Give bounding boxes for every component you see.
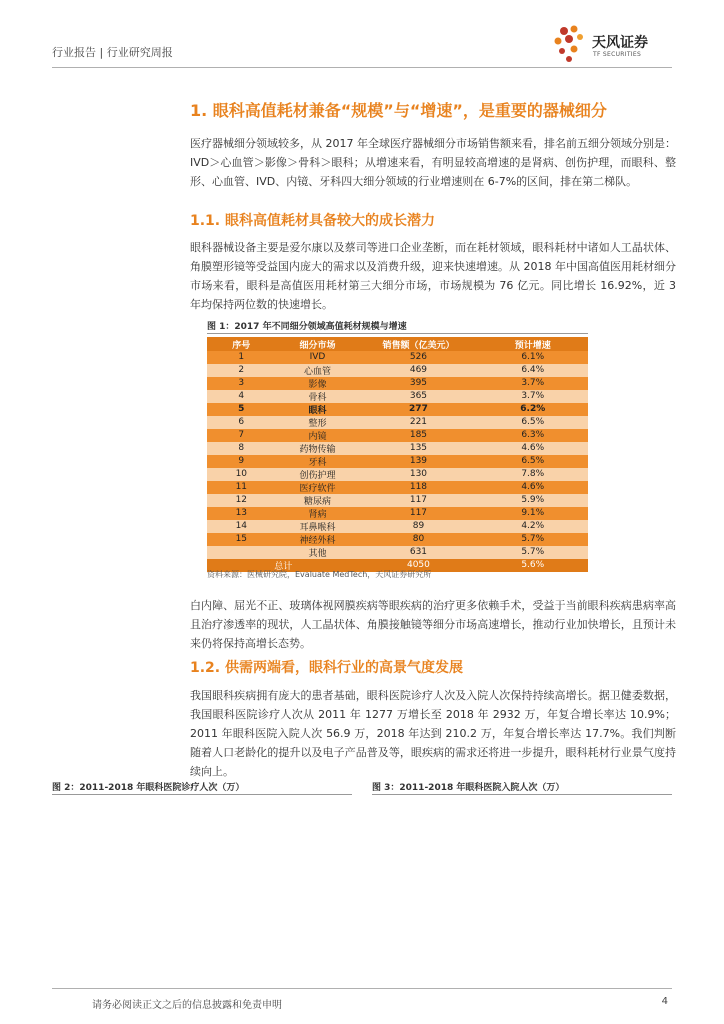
figure-1-source: 资料来源：医械研究院，Evaluate MedTech，天风证券研究所 xyxy=(207,570,432,579)
figure-2-rule xyxy=(52,794,352,795)
table-row xyxy=(207,481,588,494)
table-row xyxy=(207,520,588,533)
page-number: 4 xyxy=(661,996,668,1007)
table-cell-segment: 创伤护理 xyxy=(276,468,360,481)
table-cell-segment: 整形 xyxy=(276,416,360,429)
table-row xyxy=(207,377,588,390)
section-1-paragraph: 医疗器械细分领域较多，从 2017 年全球医疗器械细分市场销售额来看，排名前五细分领域分别是：IVD＞心血管＞影像＞骨科＞眼科；从增速来看，有明显较高增速的是肾病、创伤护理，而眼科、整形、心血管、IVD、内镜、牙科四大细分领域的行业增速则在 6-7%的区间，排在第二梯队。 xyxy=(190,137,676,188)
figure-3-title: 图 3：2011-2018 年眼科医院入院人次（万） xyxy=(372,783,565,793)
table-row xyxy=(207,494,588,507)
table-cell-segment: 药物传输 xyxy=(276,442,360,455)
table-cell-rank: 8 xyxy=(207,442,276,455)
table-cell-rank: 14 xyxy=(207,520,276,533)
table-cell-growth: 7.8% xyxy=(478,468,589,481)
table-cell-segment: 骨科 xyxy=(276,390,360,403)
figure-1-title: 图 1：2017 年不同细分领域高值耗材规模与增速 xyxy=(207,322,407,332)
table-cell-rank: 2 xyxy=(207,364,276,377)
table-cell-segment: 心血管 xyxy=(276,364,360,377)
table-body xyxy=(207,351,588,572)
table-row xyxy=(207,442,588,455)
table-cell-growth: 5.9% xyxy=(478,494,589,507)
table-cell-growth: 6.5% xyxy=(478,455,589,468)
table-row xyxy=(207,416,588,429)
figure-1-rule xyxy=(207,333,588,334)
footer-divider xyxy=(52,988,672,989)
table-cell-growth: 4.2% xyxy=(478,520,589,533)
table-row xyxy=(207,533,588,546)
table-cell-sales: 631 xyxy=(359,546,477,559)
table-cell-rank: 13 xyxy=(207,507,276,520)
table-cell-rank: 15 xyxy=(207,533,276,546)
market-size-table xyxy=(207,337,588,572)
table-cell-growth: 6.4% xyxy=(478,364,589,377)
table-row xyxy=(207,468,588,481)
table-cell-sales: 135 xyxy=(359,442,477,455)
table-row xyxy=(207,507,588,520)
table-cell-rank: 1 xyxy=(207,351,276,364)
table-cell-growth: 3.7% xyxy=(478,377,589,390)
table-cell-sales: 139 xyxy=(359,455,477,468)
section-1-title: 1. 眼科高值耗材兼备“规模”与“增速”，是重要的器械细分 xyxy=(190,101,607,120)
table-cell-segment: 其他 xyxy=(276,546,360,559)
table-cell-rank: 10 xyxy=(207,468,276,481)
header-breadcrumb: 行业报告 | 行业研究周报 xyxy=(52,46,173,59)
table-row xyxy=(207,546,588,559)
table-cell-segment: 牙科 xyxy=(276,455,360,468)
logo-mark-icon xyxy=(552,24,590,64)
table-cell-rank: 5 xyxy=(207,403,276,416)
table-row xyxy=(207,364,588,377)
table-cell-growth: 6.2% xyxy=(478,403,589,416)
table-cell-rank: 9 xyxy=(207,455,276,468)
table-total-sales: 4050 xyxy=(359,559,477,572)
table-cell-segment: 肾病 xyxy=(276,507,360,520)
section-1-2-title: 1.2. 供需两端看，眼科行业的高景气度发展 xyxy=(190,660,463,676)
table-cell-sales: 80 xyxy=(359,533,477,546)
table-cell-sales: 118 xyxy=(359,481,477,494)
table-total-label: 总计 xyxy=(207,559,359,572)
table-row xyxy=(207,390,588,403)
paragraph-after-table: 白内障、屈光不正、玻璃体视网膜疾病等眼疾病的治疗更多依赖手术，受益于当前眼科疾病患病率高且治疗渗透率的现状，人工晶状体、角膜接触镜等细分市场高速增长，推动行业加快增长，且预计未来仍将保持高增长态势。 xyxy=(190,599,676,650)
table-cell-growth: 3.7% xyxy=(478,390,589,403)
table-cell-sales: 526 xyxy=(359,351,477,364)
table-header-row xyxy=(207,337,588,351)
table-cell-growth: 5.7% xyxy=(478,533,589,546)
table-cell-growth: 6.5% xyxy=(478,416,589,429)
table-row xyxy=(207,429,588,442)
table-cell-segment: 耳鼻喉科 xyxy=(276,520,360,533)
table-cell-rank: 12 xyxy=(207,494,276,507)
company-logo xyxy=(552,24,672,64)
col-header-sales: 销售额（亿美元） xyxy=(359,337,477,351)
table-cell-segment: 内镜 xyxy=(276,429,360,442)
table-cell-growth: 6.3% xyxy=(478,429,589,442)
table-cell-segment: IVD xyxy=(276,351,360,364)
section-1-2-paragraph: 我国眼科疾病拥有庞大的患者基础，眼科医院诊疗人次及入院人次保持持续高增长。据卫健委数据，我国眼科医院诊疗人次从 2011 年 1277 万增长至 2018 年 2932 万，年复合增长率达 10.9%；2011 年眼科医院入院人次 56.9 万，2018 年达到 210.2 万，年复合增长率达 17.7%。我们判断随着人口老龄化的提升以及电子产品普及等，眼疾病的需求还将进一步提升，眼科耗材行业景气度持续向上。 xyxy=(190,689,676,778)
table-cell-rank: 7 xyxy=(207,429,276,442)
table-cell-sales: 117 xyxy=(359,507,477,520)
table-cell-rank: 3 xyxy=(207,377,276,390)
table-total-growth: 5.6% xyxy=(478,559,589,572)
table-cell-rank: 6 xyxy=(207,416,276,429)
table-cell-growth: 5.7% xyxy=(478,546,589,559)
table-cell-sales: 221 xyxy=(359,416,477,429)
col-header-growth: 预计增速 xyxy=(478,337,589,351)
table-cell-growth: 6.1% xyxy=(478,351,589,364)
header-divider xyxy=(52,67,672,68)
table-cell-rank: 4 xyxy=(207,390,276,403)
section-1-1-paragraph: 眼科器械设备主要是爱尔康以及蔡司等进口企业垄断，而在耗材领域，眼科耗材中诸如人工晶状体、角膜塑形镜等受益国内庞大的需求以及消费升级，迎来快速增速。从 2018 年中国高值医用耗材细分市场来看，眼科是高值医用耗材第三大细分市场，市场规模为 76 亿元。同比增长 16.92%，近 3 年均保持两位数的快速增长。 xyxy=(190,241,676,311)
logo-name-en: TF SECURITIES xyxy=(593,51,642,58)
table-cell-growth: 4.6% xyxy=(478,442,589,455)
table-cell-segment: 神经外科 xyxy=(276,533,360,546)
figure-3-rule xyxy=(372,794,672,795)
footer-disclaimer: 请务必阅读正文之后的信息披露和免责申明 xyxy=(92,1000,282,1011)
table-cell-segment: 糖尿病 xyxy=(276,494,360,507)
col-header-segment: 细分市场 xyxy=(276,337,360,351)
table-cell-sales: 117 xyxy=(359,494,477,507)
table-cell-rank xyxy=(207,546,276,559)
logo-name-cn: 天风证券 xyxy=(592,35,648,51)
table-row xyxy=(207,351,588,364)
table-cell-rank: 11 xyxy=(207,481,276,494)
section-1-1-title: 1.1. 眼科高值耗材具备较大的成长潜力 xyxy=(190,213,435,229)
table-cell-sales: 130 xyxy=(359,468,477,481)
col-header-rank: 序号 xyxy=(207,337,276,351)
table-cell-sales: 365 xyxy=(359,390,477,403)
table-cell-sales: 185 xyxy=(359,429,477,442)
table-cell-growth: 4.6% xyxy=(478,481,589,494)
table-cell-sales: 89 xyxy=(359,520,477,533)
table-row xyxy=(207,403,588,416)
table-cell-growth: 9.1% xyxy=(478,507,589,520)
table-cell-segment: 影像 xyxy=(276,377,360,390)
table-row xyxy=(207,455,588,468)
figure-2-title: 图 2：2011-2018 年眼科医院诊疗人次（万） xyxy=(52,783,245,793)
table-cell-segment: 眼科 xyxy=(276,403,360,416)
table-cell-segment: 医疗软件 xyxy=(276,481,360,494)
table-cell-sales: 469 xyxy=(359,364,477,377)
table-cell-sales: 395 xyxy=(359,377,477,390)
table-cell-sales: 277 xyxy=(359,403,477,416)
